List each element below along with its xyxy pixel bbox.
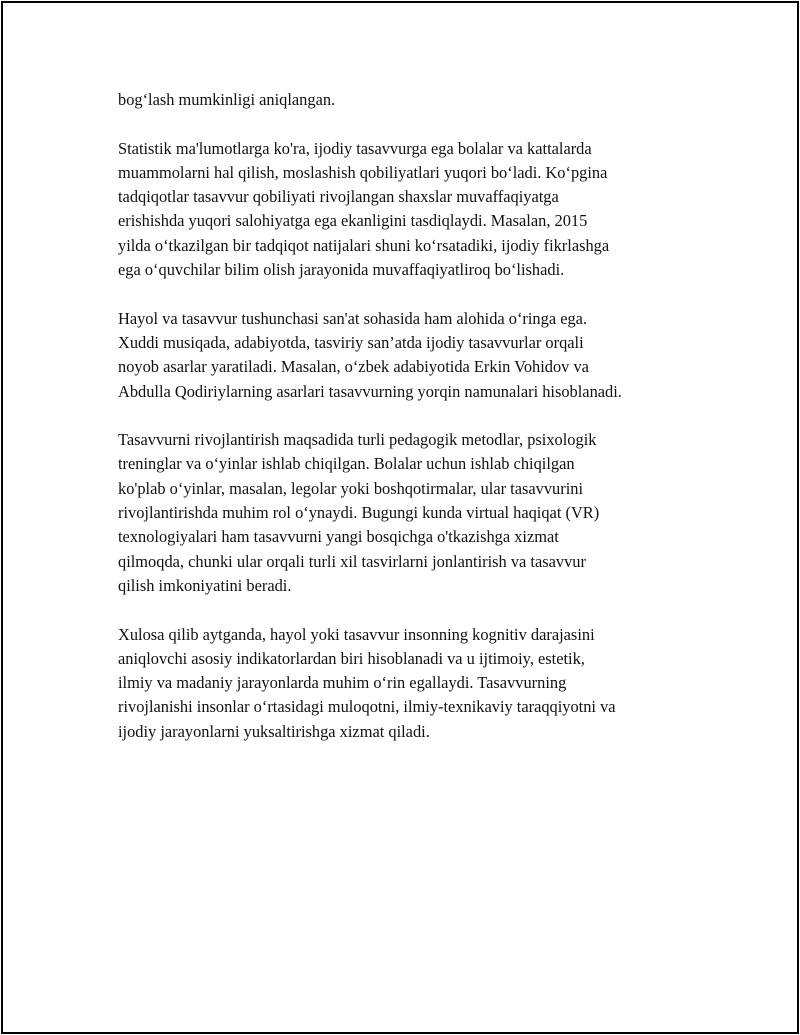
paragraph-development: Tasavvurni rivojlantirish maqsadida turli pedagogik metodlar, psixologik treninglar va o‘yinlar ishlab chiqilgan. Bolalar uchun ishlab chiqilgan ko'plab o‘yinlar, masalan, legolar yoki boshqotirmalar, ular tasavvurini rivojlantirishda muhim rol o‘ynaydi. Bugungi kunda virtual haqiqat (VR) texnologiyalari ham tasavvurni yangi bosqichga o'tkazishga xizmat qilmoqda, chunki ular orqali turli xil tasvirlarni jonlantirish va tasavvur qilish imkoniyatini beradi.	[118, 430, 600, 595]
document-body	[118, 88, 688, 768]
paragraph-continuation: bog‘lash mumkinligi aniqlangan.	[118, 90, 336, 109]
paragraph-art: Hayol va tasavvur tushunchasi san'at sohasida ham alohida o‘ringa ega. Xuddi musiqada, adabiyotda, tasviriy san’atda ijodiy tasavvurlar orqali noyob asarlar yaratiladi. Masalan, o‘zbek adabiyotida Erkin Vohidov va Abdulla Qodiriylarning asarlari tasavvurning yorqin namunalari hisoblanadi.	[118, 308, 622, 401]
paragraph-conclusion: Xulosa qilib aytganda, hayol yoki tasavvur insonning kognitiv darajasini aniqlovchi asosiy indikatorlardan biri hisoblanadi va u ijtimoiy, estetik, ilmiy va madaniy jarayonlarda muhim o‘rin egallaydi. Tasavvurning rivojlanishi insonlar o‘rtasidagi muloqotni, ilmiy-texnikaviy taraqqiyotni va ijodiy jarayonlarni yuksaltirishga xizmat qiladi.	[118, 624, 616, 741]
paragraph-statistics: Statistik ma'lumotlarga ko'ra, ijodiy tasavvurga ega bolalar va kattalarda muammolarni hal qilish, moslashish qobiliyatlari yuqori bo‘ladi. Ko‘pgina tadqiqotlar tasavvur qobiliyati rivojlangan shaxslar muvaffaqiyatga erishishda yuqori salohiyatga ega ekanligini tasdiqlaydi. Masalan, 2015 yilda o‘tkazilgan bir tadqiqot natijalari shuni ko‘rsatadiki, ijodiy fikrlashga ega o‘quvchilar bilim olish jarayonida muvaffaqiyatliroq bo‘lishadi.	[118, 138, 610, 280]
